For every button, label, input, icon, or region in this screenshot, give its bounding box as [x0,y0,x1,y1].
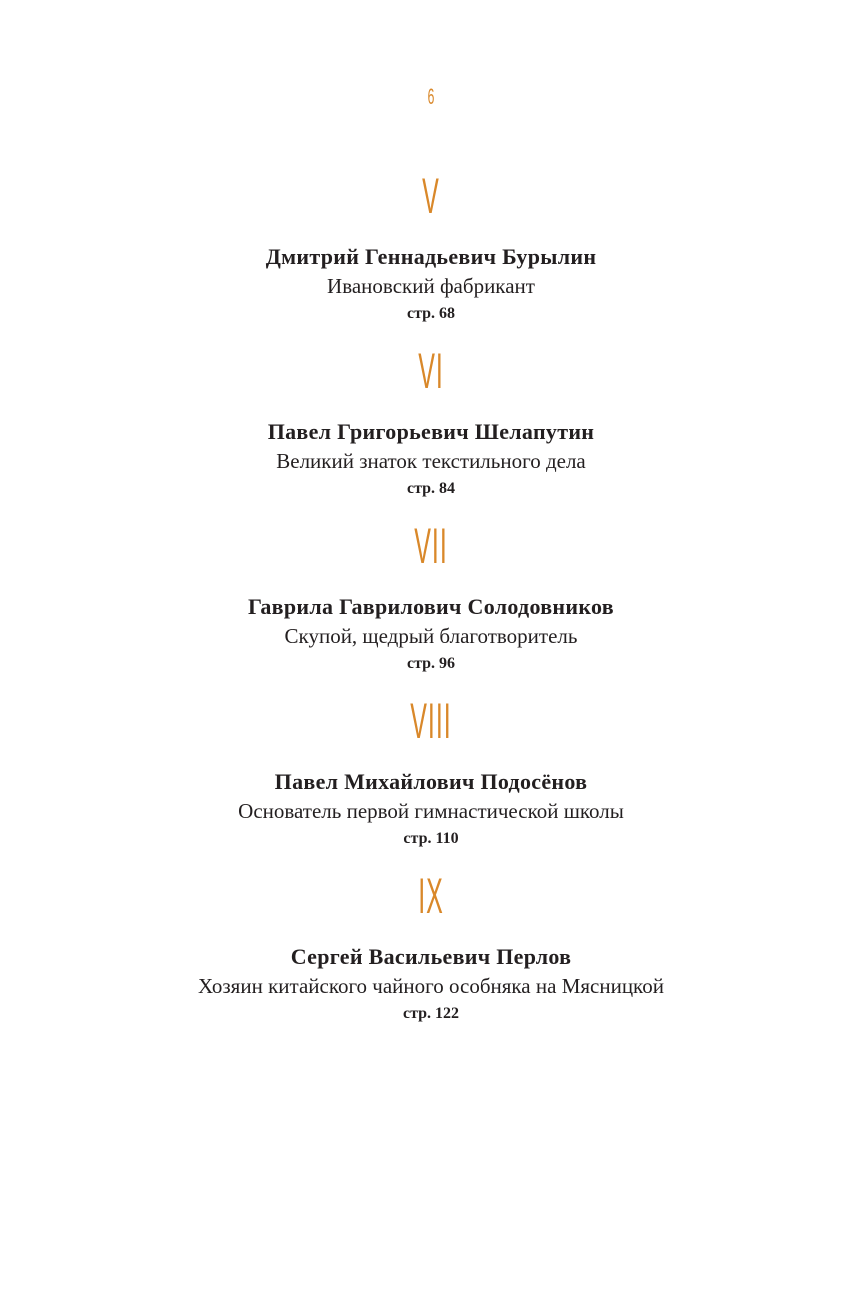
chapter-person-name: Павел Михайлович Подосёнов [274,769,588,794]
toc-entry[interactable] [0,868,862,1047]
chapter-subtitle: Хозяин китайского чайного особняка на Мясницкой [198,974,664,998]
chapter-page-ref[interactable]: стр. 68 [406,305,456,322]
toc-entry[interactable] [0,693,862,872]
chapter-person-name: Сергей Васильевич Перлов [290,944,572,969]
chapter-person-name: Дмитрий Геннадьевич Бурылин [265,244,597,269]
chapter-subtitle: Скупой, щедрый благотворитель [284,624,578,648]
chapter-numeral: IX [418,868,444,924]
chapter-subtitle: Великий знаток текстильного дела [276,449,586,473]
chapter-subtitle: Ивановский фабрикант [327,274,535,298]
chapter-numeral: VIII [410,693,452,749]
chapter-page-ref[interactable]: стр. 110 [403,830,459,847]
chapter-numeral: VII [414,518,448,574]
chapter-person-name: Гаврила Гаврилович Солодовников [248,594,614,619]
chapter-subtitle: Основатель первой гимнастической школы [238,799,624,823]
chapter-page-ref[interactable]: стр. 84 [406,480,456,497]
toc-entry[interactable] [0,168,862,347]
table-of-contents [0,168,862,1047]
chapter-person-name: Павел Григорьевич Шелапутин [267,419,595,444]
chapter-numeral: VI [418,343,444,399]
chapter-page-ref[interactable]: стр. 122 [402,1005,460,1022]
toc-entry[interactable] [0,343,862,522]
page-number: 6 [427,84,435,109]
toc-entry[interactable] [0,518,862,697]
chapter-numeral: V [422,168,440,224]
chapter-page-ref[interactable]: стр. 96 [406,655,456,672]
